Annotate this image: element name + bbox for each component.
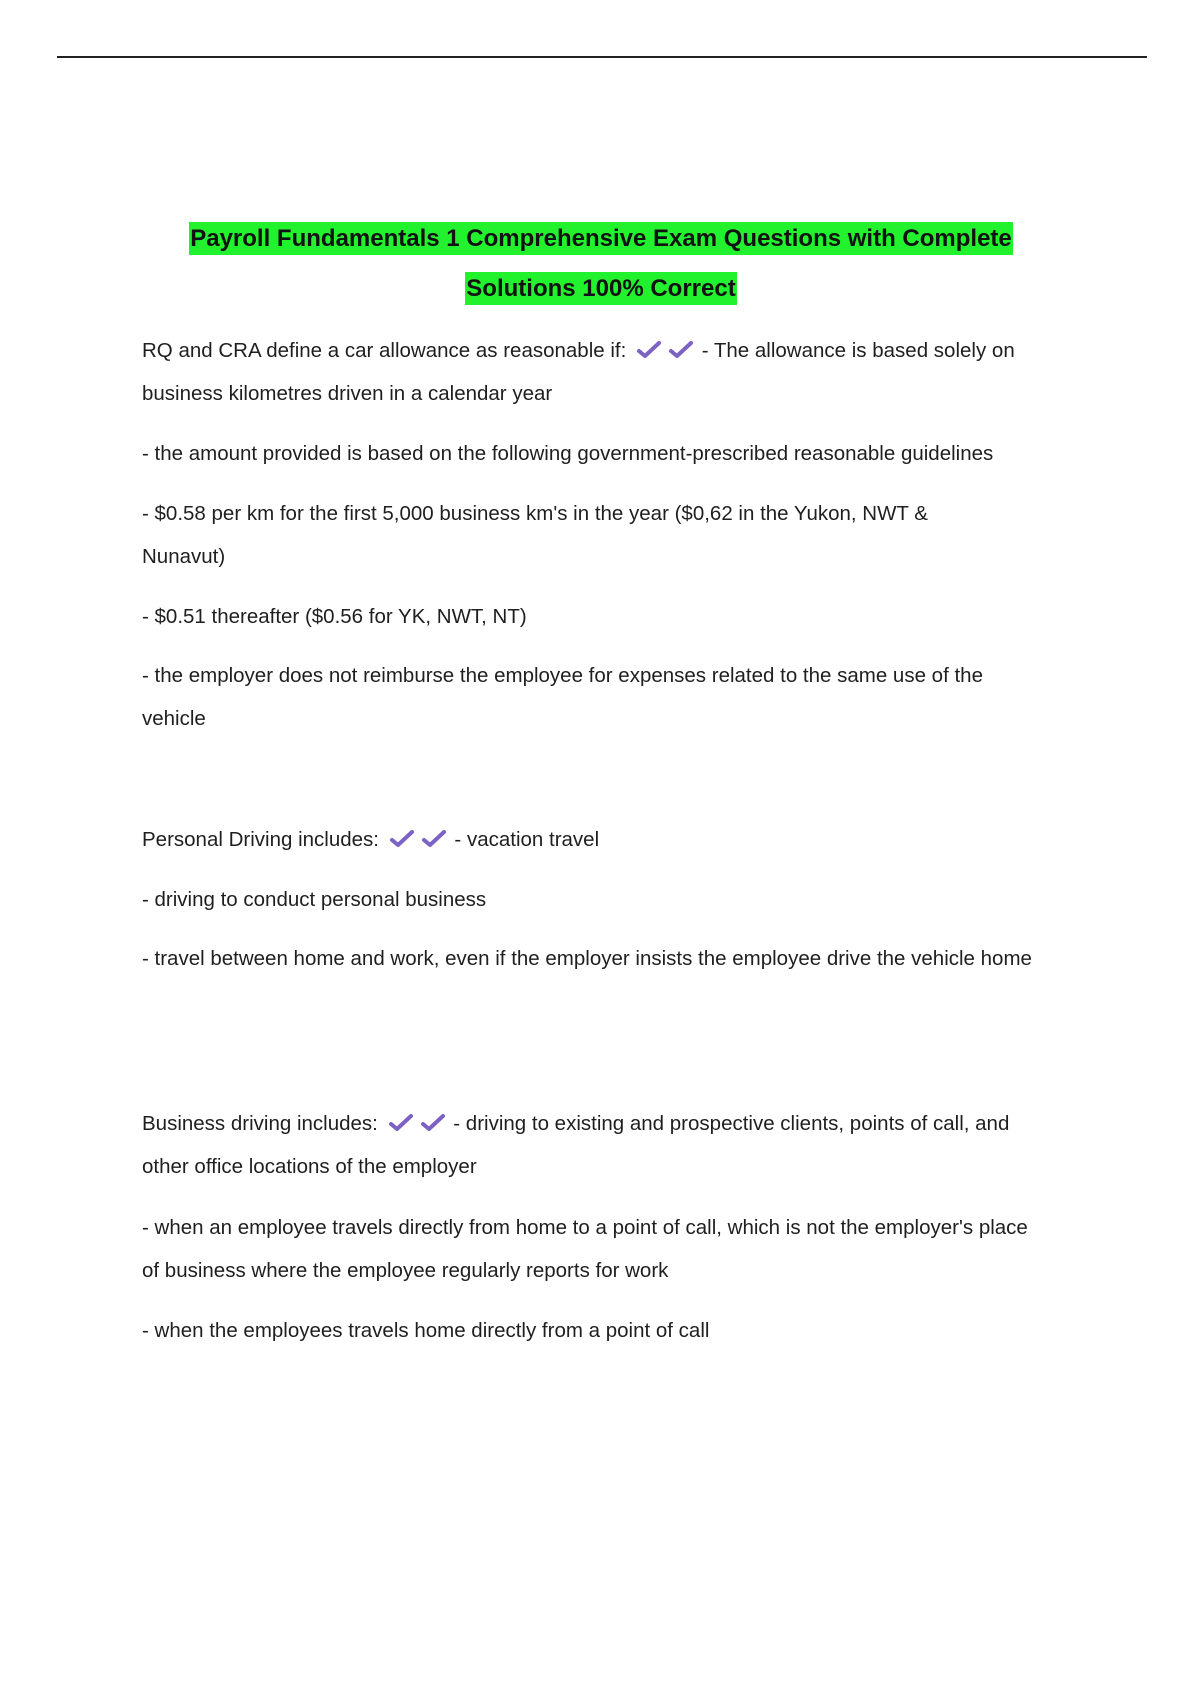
answer-2-line-2: - travel between home and work, even if the employer insists the employee drive the vehicle home: [142, 947, 1032, 970]
check-icon: [389, 830, 415, 848]
answer-2-line-1: - driving to conduct personal business: [142, 888, 487, 911]
check-icon: [421, 830, 447, 848]
check-icon: [636, 341, 662, 359]
answer-1-first-cont: business kilometres driven in a calendar year: [142, 382, 553, 405]
question-3-label: Business driving includes:: [142, 1112, 378, 1135]
question-3: [142, 1102, 1060, 1188]
answer-1-first: - The allowance is based solely on: [701, 339, 1015, 362]
document-title: [142, 214, 1060, 314]
question-2: [142, 818, 1060, 861]
check-icon: [388, 1114, 414, 1132]
answer-1-line-1: - the amount provided is based on the following government-prescribed reasonable guidelines: [142, 442, 994, 465]
answer-1-line-4: - the employer does not reimburse the employee for expenses related to the same use of the vehicle: [142, 664, 983, 730]
answer-1-line-3: - $0.51 thereafter ($0.56 for YK, NWT, NT): [142, 605, 527, 628]
answer-2-first: - vacation travel: [454, 828, 600, 851]
title-line-1: Payroll Fundamentals 1 Comprehensive Exam Questions with Complete: [189, 222, 1013, 255]
question-1: [142, 329, 1060, 415]
answer-3-line-2: - when the employees travels home directly from a point of call: [142, 1319, 710, 1342]
title-line-2: Solutions 100% Correct: [465, 272, 736, 305]
header-rule: [57, 56, 1147, 58]
answer-1-line-2: - $0.58 per km for the first 5,000 business km's in the year ($0,62 in the Yukon, NWT & Nunavut): [142, 502, 928, 568]
answer-3-first-cont: other office locations of the employer: [142, 1155, 477, 1178]
answer-3-first: - driving to existing and prospective clients, points of call, and: [453, 1112, 1010, 1135]
question-1-label: RQ and CRA define a car allowance as reasonable if:: [142, 339, 627, 362]
check-icon: [668, 341, 694, 359]
check-icon: [420, 1114, 446, 1132]
question-2-label: Personal Driving includes:: [142, 828, 380, 851]
answer-3-line-1: - when an employee travels directly from home to a point of call, which is not the employer's place of business where the employee regularly reports for work: [142, 1216, 1028, 1282]
